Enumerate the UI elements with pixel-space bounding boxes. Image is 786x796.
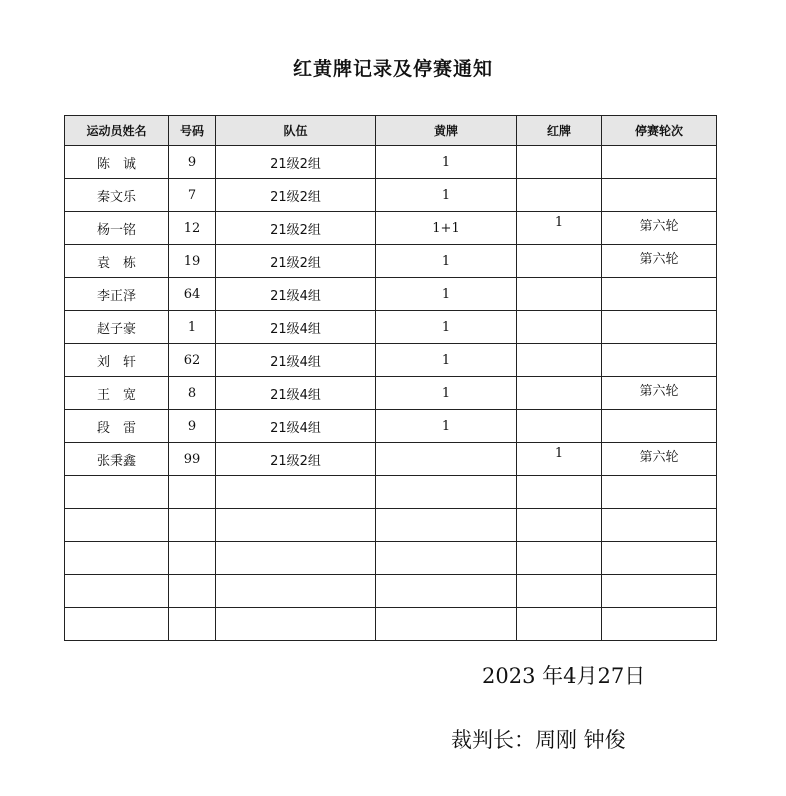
cell-player-name: 李正泽 — [65, 278, 169, 311]
cell-suspension-round — [602, 542, 717, 575]
cell-yellow-card: 1+1 — [376, 212, 517, 245]
cell-suspension-round: 第六轮 — [602, 377, 717, 410]
cell-suspension-round — [602, 509, 717, 542]
cell-player-name — [65, 476, 169, 509]
cell-yellow-card: 1 — [376, 410, 517, 443]
cell-team — [216, 575, 376, 608]
cell-suspension-round — [602, 278, 717, 311]
cell-red-card — [517, 179, 602, 212]
cell-jersey-number: 64 — [169, 278, 216, 311]
cell-yellow-card — [376, 542, 517, 575]
column-header-number: 号码 — [169, 116, 216, 146]
cell-yellow-card: 1 — [376, 278, 517, 311]
cell-team — [216, 608, 376, 641]
table-row — [65, 179, 717, 212]
cell-suspension-round — [602, 410, 717, 443]
cell-suspension-round: 第六轮 — [602, 443, 717, 476]
column-header-team: 队伍 — [216, 116, 376, 146]
cell-team: 21级4组 — [216, 311, 376, 344]
cell-jersey-number — [169, 608, 216, 641]
cell-jersey-number: 7 — [169, 179, 216, 212]
table-row — [65, 245, 717, 278]
cell-yellow-card — [376, 575, 517, 608]
cell-red-card — [517, 245, 602, 278]
table-row — [65, 212, 717, 245]
document-date: 2023 年4月27日 — [482, 664, 646, 688]
cell-player-name — [65, 608, 169, 641]
page-title: 红黄牌记录及停赛通知 — [292, 58, 493, 80]
cell-player-name — [65, 542, 169, 575]
cell-jersey-number — [169, 542, 216, 575]
cell-red-card — [517, 542, 602, 575]
cell-suspension-round — [602, 608, 717, 641]
cell-yellow-card — [376, 509, 517, 542]
cell-jersey-number: 9 — [169, 146, 216, 179]
cell-red-card — [517, 509, 602, 542]
cell-red-card: 1 — [517, 443, 602, 476]
cell-jersey-number: 99 — [169, 443, 216, 476]
referee-signature: 裁判长：周刚 钟俊 — [451, 728, 626, 752]
cell-yellow-card — [376, 443, 517, 476]
cell-player-name — [65, 509, 169, 542]
cell-yellow-card: 1 — [376, 377, 517, 410]
cell-team — [216, 509, 376, 542]
table-row — [65, 476, 717, 509]
cell-player-name: 刘 轩 — [65, 344, 169, 377]
cell-red-card — [517, 278, 602, 311]
cell-player-name: 袁 栋 — [65, 245, 169, 278]
table-row — [65, 443, 717, 476]
cell-jersey-number: 1 — [169, 311, 216, 344]
cell-suspension-round — [602, 146, 717, 179]
cell-jersey-number: 19 — [169, 245, 216, 278]
cell-team: 21级2组 — [216, 443, 376, 476]
card-record-table — [64, 115, 717, 641]
cell-yellow-card: 1 — [376, 344, 517, 377]
table-row — [65, 542, 717, 575]
cell-team: 21级2组 — [216, 146, 376, 179]
cell-suspension-round — [602, 344, 717, 377]
table-header-row — [65, 116, 717, 146]
cell-team — [216, 542, 376, 575]
table-row — [65, 575, 717, 608]
cell-red-card — [517, 410, 602, 443]
cell-red-card — [517, 476, 602, 509]
cell-red-card — [517, 608, 602, 641]
cell-suspension-round — [602, 476, 717, 509]
cell-red-card — [517, 344, 602, 377]
cell-player-name: 张秉鑫 — [65, 443, 169, 476]
column-header-yellow-card: 黄牌 — [376, 116, 517, 146]
cell-red-card: 1 — [517, 212, 602, 245]
column-header-suspension: 停赛轮次 — [602, 116, 717, 146]
cell-player-name: 段 雷 — [65, 410, 169, 443]
cell-yellow-card — [376, 476, 517, 509]
cell-yellow-card — [376, 608, 517, 641]
table-row — [65, 278, 717, 311]
cell-red-card — [517, 146, 602, 179]
cell-suspension-round — [602, 311, 717, 344]
column-header-red-card: 红牌 — [517, 116, 602, 146]
table-row — [65, 377, 717, 410]
cell-suspension-round: 第六轮 — [602, 212, 717, 245]
cell-jersey-number: 8 — [169, 377, 216, 410]
cell-team: 21级4组 — [216, 377, 376, 410]
cell-jersey-number — [169, 575, 216, 608]
table-row — [65, 344, 717, 377]
cell-jersey-number — [169, 476, 216, 509]
cell-red-card — [517, 377, 602, 410]
table-row — [65, 311, 717, 344]
cell-jersey-number: 12 — [169, 212, 216, 245]
cell-team: 21级2组 — [216, 212, 376, 245]
cell-team: 21级2组 — [216, 245, 376, 278]
cell-player-name: 陈 诚 — [65, 146, 169, 179]
cell-player-name — [65, 575, 169, 608]
table-row — [65, 608, 717, 641]
table-row — [65, 146, 717, 179]
cell-yellow-card: 1 — [376, 245, 517, 278]
cell-team: 21级2组 — [216, 179, 376, 212]
column-header-name: 运动员姓名 — [65, 116, 169, 146]
cell-team: 21级4组 — [216, 410, 376, 443]
cell-jersey-number: 62 — [169, 344, 216, 377]
cell-team: 21级4组 — [216, 344, 376, 377]
cell-red-card — [517, 575, 602, 608]
cell-suspension-round — [602, 179, 717, 212]
cell-suspension-round: 第六轮 — [602, 245, 717, 278]
cell-team: 21级4组 — [216, 278, 376, 311]
table-body — [65, 146, 717, 641]
cell-jersey-number — [169, 509, 216, 542]
cell-yellow-card: 1 — [376, 311, 517, 344]
cell-red-card — [517, 311, 602, 344]
cell-player-name: 赵子豪 — [65, 311, 169, 344]
table-row — [65, 509, 717, 542]
cell-jersey-number: 9 — [169, 410, 216, 443]
cell-player-name: 王 宽 — [65, 377, 169, 410]
cell-suspension-round — [602, 575, 717, 608]
cell-player-name: 秦文乐 — [65, 179, 169, 212]
cell-yellow-card: 1 — [376, 146, 517, 179]
cell-team — [216, 476, 376, 509]
table-row — [65, 410, 717, 443]
cell-player-name: 杨一铭 — [65, 212, 169, 245]
cell-yellow-card: 1 — [376, 179, 517, 212]
